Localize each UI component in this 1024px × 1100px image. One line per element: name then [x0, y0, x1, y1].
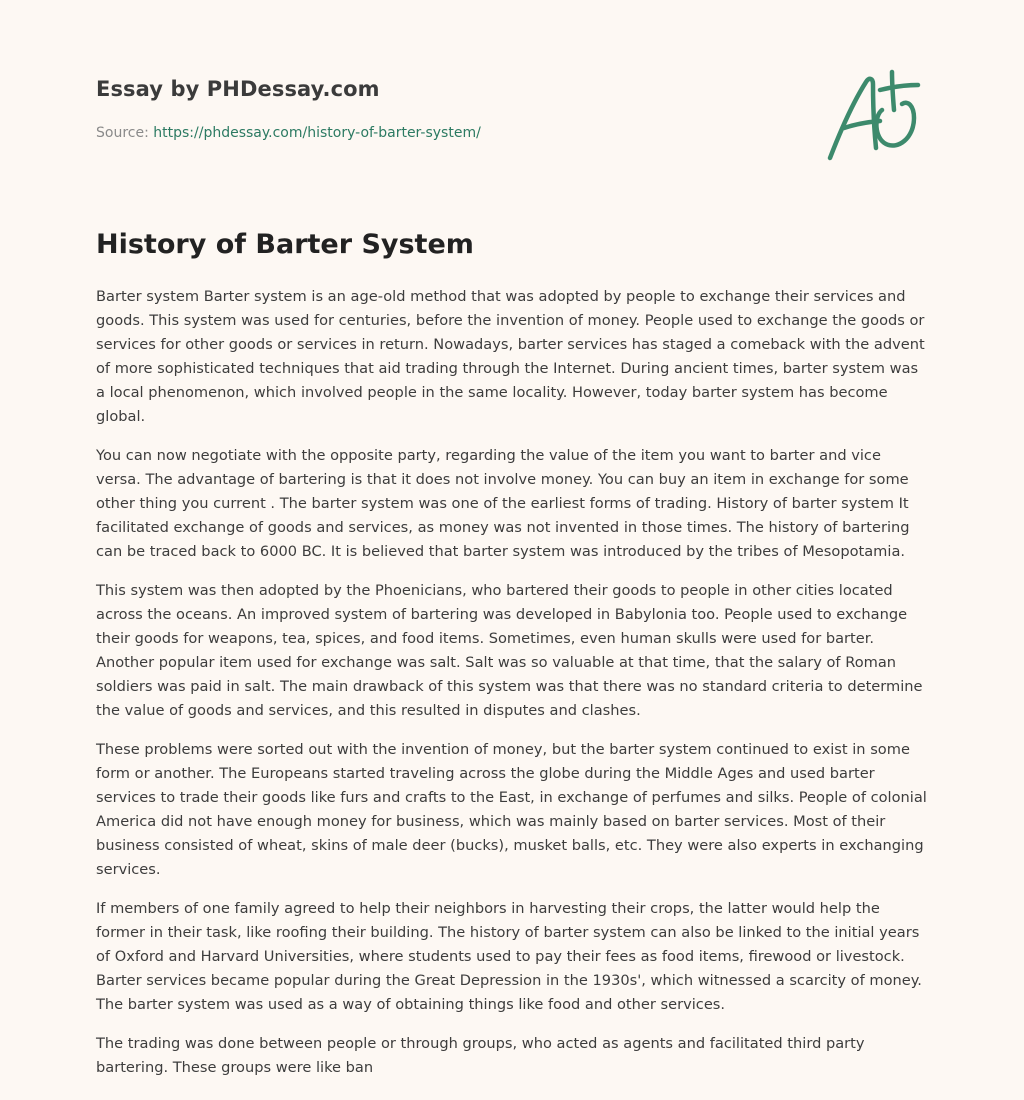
essay-title: History of Barter System: [96, 229, 474, 260]
essay-paragraph: You can now negotiate with the opposite party, regarding the value of the item you want to barter and vice versa. The advantage of bartering is that it does not involve money. You can buy an item in exchange for some other thing you current . The barter system was one of the earliest forms of trading. History of barter system It facilitated exchange of goods and services, as money was not invented in those times. The history of bartering can be traced back to 6000 BC. It is believed that barter system was introduced by the tribes of Mesopotamia.: [96, 447, 910, 560]
essay-paragraph: If members of one family agreed to help their neighbors in harvesting their crops, the latter would help the former in their task, like roofing their building. The history of barter system can also be linked to the initial years of Oxford and Harvard Universities, where students used to pay their fees as food items, firewood or livestock. Barter services became popular during the Great Depression in the 1930s', which witnessed a scarcity of money. The barter system was used as a way of obtaining things like food and other services.: [96, 900, 922, 1013]
essay-paragraph: Barter system Barter system is an age-old method that was adopted by people to exchange their services and goods. This system was used for centuries, before the invention of money. People used to exchange the goods or services for other goods or services in return. Nowadays, barter services has staged a comeback with the advent of more sophisticated techniques that aid trading through the Internet. During ancient times, barter system was a local phenomenon, which involved people in the same locality. However, today barter system has become global.: [96, 288, 925, 425]
site-title: Essay by PHDessay.com: [96, 77, 380, 101]
source-label: Source:: [96, 125, 149, 141]
source-link[interactable]: https://phdessay.com/history-of-barter-system/: [153, 125, 481, 141]
source-line: [96, 124, 481, 142]
essay-paragraph: These problems were sorted out with the invention of money, but the barter system continued to exist in some form or another. The Europeans started traveling across the globe during the Middle Ages and used barter services to trade their goods like furs and crafts to the East, in exchange of perfumes and silks. People of colonial America did not have enough money for business, which was mainly based on barter services. Most of their business consisted of wheat, skins of male deer (bucks), musket balls, etc. They were also experts in exchanging services.: [96, 741, 927, 878]
essay-paragraph: This system was then adopted by the Phoenicians, who bartered their goods to people in other cities located across the oceans. An improved system of bartering was developed in Babylonia too. People used to exchange their goods for weapons, tea, spices, and food items. Sometimes, even human skulls were used for barter. Another popular item used for exchange was salt. Salt was so valuable at that time, that the salary of Roman soldiers was paid in salt. The main drawback of this system was that there was no standard criteria to determine the value of goods and services, and this resulted in disputes and clashes.: [96, 582, 923, 719]
page-header: [96, 74, 928, 141]
essay-body: [96, 285, 928, 1095]
essay-paragraph: The trading was done between people or through groups, who acted as agents and facilitated third party bartering. These groups were like ban: [96, 1035, 865, 1076]
a-plus-logo-icon: [822, 66, 932, 166]
